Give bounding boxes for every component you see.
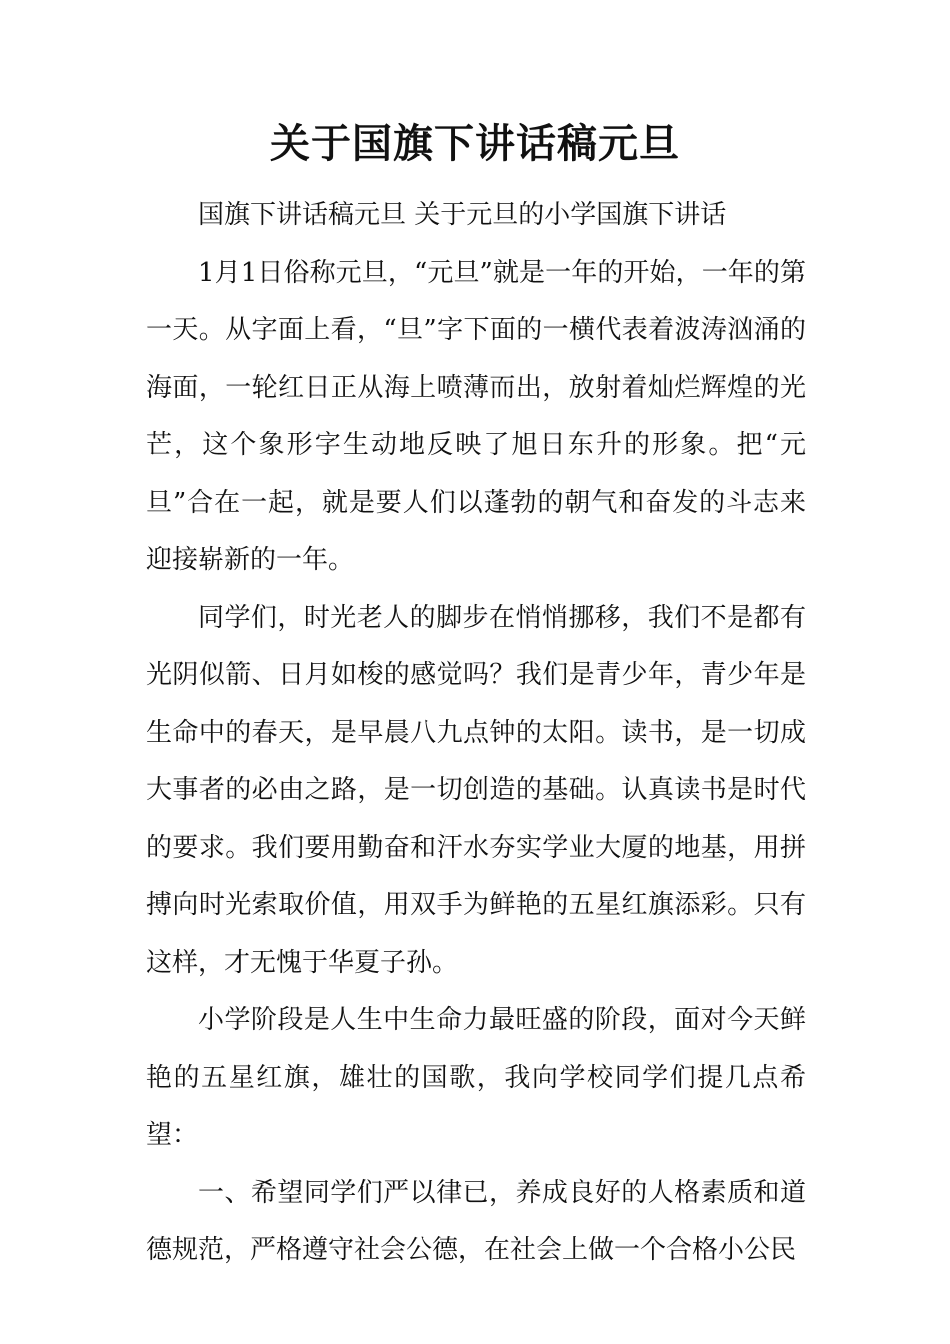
document-body xyxy=(146,187,806,1280)
paragraph-hopes-intro: 小学阶段是人生中生命力最旺盛的阶段，面对今天鲜艳的五星红旗，雄壮的国歌，我向学校同学们提几点希望： xyxy=(146,1005,806,1150)
document-title: 关于国旗下讲话稿元旦 xyxy=(270,121,680,167)
paragraph-time-and-study: 同学们，时光老人的脚步在悄悄挪移，我们不是都有光阴似箭、日月如梭的感觉吗？我们是青少年，青少年是生命中的春天，是早晨八九点钟的太阳。读书，是一切成大事者的必由之路，是一切创造的基础。认真读书是时代的要求。我们要用勤奋和汗水夯实学业大厦的地基，用拼搏向时光索取价值，用双手为鲜艳的五星红旗添彩。只有这样，才无愧于华夏子孙。 xyxy=(146,602,806,978)
paragraph-new-year-meaning: 1月1日俗称元旦，“元旦”就是一年的开始，一年的第一天。从字面上看，“旦”字下面的一横代表着波涛汹涌的海面，一轮红日正从海上喷薄而出，放射着灿烂辉煌的光芒，这个象形字生动地反映了旭日东升的形象。把“元旦”合在一起，就是要人们以蓬勃的朝气和奋发的斗志来迎接崭新的一年。 xyxy=(146,257,806,575)
paragraph-subtitle: 国旗下讲话稿元旦 关于元旦的小学国旗下讲话 xyxy=(198,200,727,230)
paragraph-hope-one: 一、希望同学们严以律已，养成良好的人格素质和道德规范，严格遵守社会公德，在社会上做一个合格小公民 xyxy=(146,1177,806,1265)
